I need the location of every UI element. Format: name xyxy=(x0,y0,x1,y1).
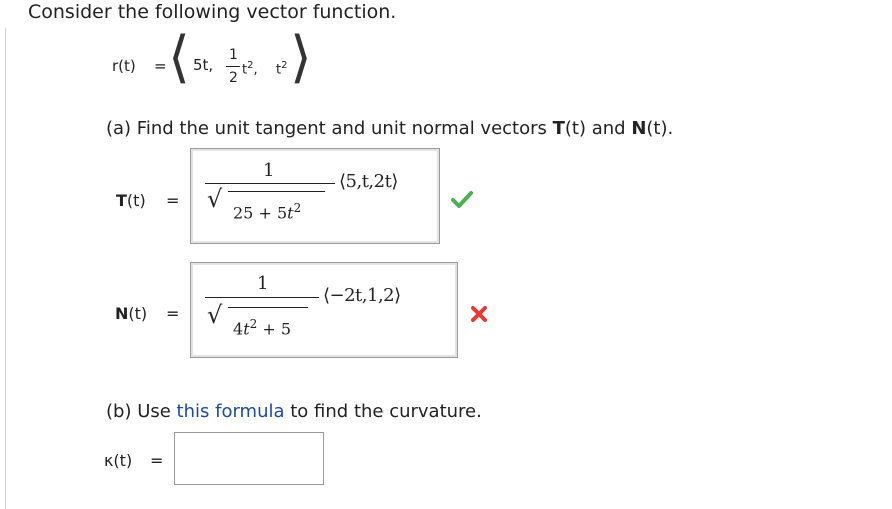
fraction-numerator: 1 xyxy=(229,47,238,63)
part-b-prompt: (b) Use this formula to find the curvature. xyxy=(106,401,482,422)
left-border-rule xyxy=(5,28,6,509)
curvature-label: κ(t) xyxy=(104,451,133,470)
intro-text: Consider the following vector function. xyxy=(28,1,397,23)
vector-component-3: $t^2$ xyxy=(276,60,288,78)
left-angle-bracket: ⟨ xyxy=(168,25,190,90)
tangent-label: T(t) xyxy=(116,191,146,210)
normal-answer-box[interactable] xyxy=(190,262,458,358)
tangent-equals: = xyxy=(166,191,180,210)
part-a-prompt: (a) Find the unit tangent and unit normal vectors T(t) and N(t). xyxy=(106,118,674,139)
vector-function-label: r(t) xyxy=(112,57,136,75)
sqrt-icon: √ xyxy=(207,185,223,213)
normal-radicand: $4t^2 + 5$ xyxy=(233,317,292,339)
cross-icon xyxy=(470,305,488,323)
check-icon xyxy=(451,190,473,208)
normal-label: N(t) xyxy=(115,304,148,323)
normal-vector: ⟨−2t,1,2⟩ xyxy=(323,285,401,306)
tangent-fraction-bar xyxy=(205,183,335,184)
formula-link[interactable]: this formula xyxy=(176,401,285,422)
normal-numerator: 1 xyxy=(257,273,269,294)
fraction-bar xyxy=(226,66,240,67)
curvature-input[interactable] xyxy=(174,432,324,485)
tangent-radical-bar xyxy=(228,191,325,192)
tangent-vector: ⟨5,t,2t⟩ xyxy=(339,171,398,192)
sqrt-icon: √ xyxy=(207,301,223,329)
normal-fraction-bar xyxy=(205,297,319,298)
normal-equals: = xyxy=(166,304,180,323)
vector-component-1: 5t, xyxy=(193,56,214,74)
right-angle-bracket: ⟩ xyxy=(290,25,312,90)
tangent-answer-box[interactable] xyxy=(190,148,440,244)
tangent-numerator: 1 xyxy=(263,160,275,181)
vector-function-equals: = xyxy=(154,57,167,75)
vector-component-2: $t^2$, xyxy=(242,60,258,78)
normal-radical-bar xyxy=(228,307,308,308)
fraction-denominator: 2 xyxy=(229,70,238,86)
curvature-equals: = xyxy=(150,451,164,470)
tangent-radicand: $25 + 5t^2$ xyxy=(233,201,302,223)
